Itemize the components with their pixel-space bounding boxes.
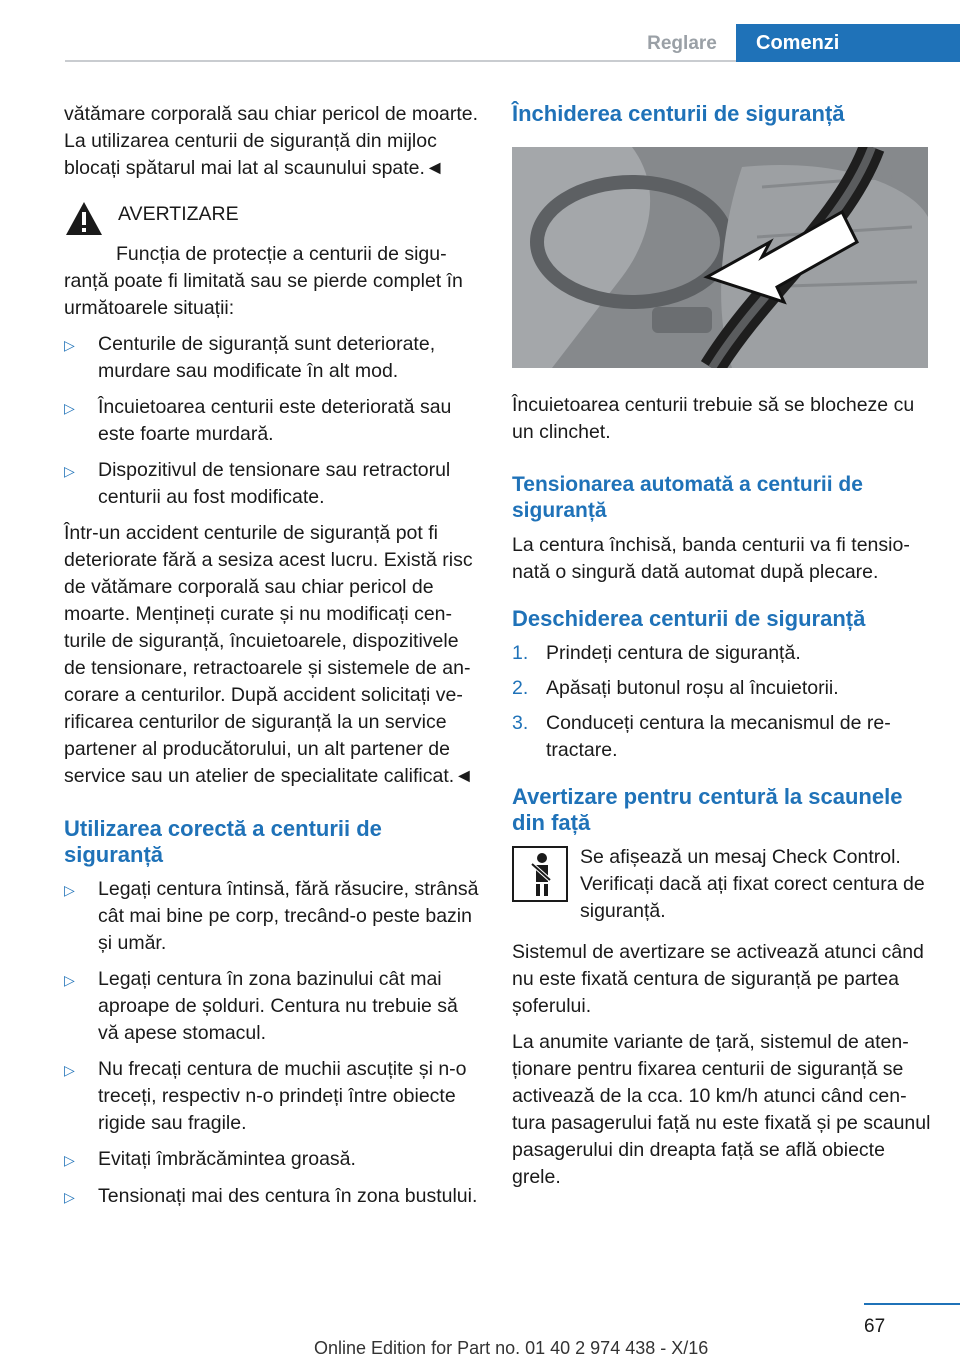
list-item-text: Dispozitivul de tensionare sau retractorul centurii au fost modificate. bbox=[98, 459, 451, 508]
tab-comenzi[interactable]: Comenzi bbox=[736, 24, 960, 62]
list-item bbox=[64, 1056, 480, 1137]
heading-correct-usage: Utilizarea corectă a centurii de siguranță bbox=[64, 816, 382, 867]
bullet-triangle-icon: ▷ bbox=[64, 400, 75, 416]
step-number: 2. bbox=[512, 677, 529, 699]
list-item-text: Nu frecați centura de muchii ascuțite și n-o treceți, respectiv n-o prindeți între obiecte rigide sau fragile. bbox=[98, 1058, 467, 1134]
warning-list bbox=[64, 331, 480, 511]
bullet-triangle-icon: ▷ bbox=[64, 1062, 75, 1078]
accident-paragraph: Într-un accident centurile de siguranță pot fi deteriorate fără a sesiza acest lucru. Există risc de vătămare corporală sau chiar pericol de moarte. Mențineți curate și nu modificați centurile de siguranță, încuietoarele, dispozitivele de tensionare, retractoarele și sistemele de ancorare a centurilor. După accident solicitați verificarea centurilor de siguranță la un service partener al producătorului, un alt partener de service sau un atelier de specialitate calificat.◄ bbox=[64, 522, 474, 787]
check-control-block bbox=[512, 844, 932, 925]
bullet-triangle-icon: ▷ bbox=[64, 463, 75, 479]
bullet-triangle-icon: ▷ bbox=[64, 1152, 75, 1168]
step-number: 3. bbox=[512, 712, 529, 734]
bullet-triangle-icon: ▷ bbox=[64, 337, 75, 353]
system-paragraph: Sistemul de avertizare se activează atunci când nu este fixată centura de siguranță pe partea șoferului. bbox=[512, 941, 924, 1017]
list-item bbox=[64, 876, 480, 957]
tab-reglare[interactable]: Reglare bbox=[647, 33, 717, 54]
list-item-text: Legați centura întinsă, fără răsucire, strânsă cât mai bine pe corp, trecând-o peste bazin și umăr. bbox=[98, 878, 479, 954]
footer-rule bbox=[864, 1303, 960, 1305]
warning-triangle-icon bbox=[64, 199, 104, 239]
list-item bbox=[512, 710, 932, 764]
heading-front-seat-warning: Avertizare pentru centură la scaunele din față bbox=[512, 784, 903, 835]
step-text: Apăsați butonul roșu al încuietorii. bbox=[546, 677, 839, 699]
check-control-text: Se afișează un mesaj Check Control. Verificați dacă ați fixat corect centura de siguranță. bbox=[580, 846, 925, 922]
list-item-text: Încuietoarea centurii este deteriorată sau este foarte murdară. bbox=[98, 396, 452, 445]
bullet-triangle-icon: ▷ bbox=[64, 1189, 75, 1205]
heading-opening-belt: Deschiderea centurii de siguranță bbox=[512, 606, 866, 631]
warning-text: Funcția de protecție a centurii de siguranță poate fi limitată sau se pierde complet în următoarele situații: bbox=[64, 243, 463, 319]
intro-paragraph: vătămare corporală sau chiar pericol de moarte. La utilizarea centurii de siguranță din mijloc blocați spătarul mai lat al scaunului spate.◄ bbox=[64, 103, 479, 179]
list-item bbox=[512, 640, 932, 667]
list-item bbox=[64, 331, 480, 385]
closing-text: Încuietoarea centurii trebuie să se blocheze cu un clinchet. bbox=[512, 394, 915, 443]
list-item-text: Tensionați mai des centura în zona bustului. bbox=[98, 1185, 478, 1207]
seatbelt-buckle-illustration bbox=[512, 147, 928, 368]
step-text: Conduceți centura la mecanismul de retractare. bbox=[546, 712, 891, 761]
left-column bbox=[64, 101, 480, 1220]
country-paragraph: La anumite variante de țară, sistemul de atenționare pentru fixarea centurii de siguranță se activează de la cca. 10 km/h atunci când centura pasagerului față nu este fixată și pe scaunul pasagerului din dreapta față se află obiecte grele. bbox=[512, 1031, 931, 1188]
tension-text: La centura închisă, banda centurii va fi tensionată o singură dată automat după plecare. bbox=[512, 534, 910, 583]
list-item-text: Legați centura în zona bazinului cât mai aproape de șolduri. Centura nu trebuie să vă apese stomacul. bbox=[98, 968, 458, 1044]
warning-title: AVERTIZARE bbox=[118, 203, 239, 225]
heading-auto-tension: Tensionarea automată a centurii de siguranță bbox=[512, 473, 863, 522]
list-item bbox=[64, 1146, 480, 1174]
list-item bbox=[64, 1183, 480, 1211]
usage-list bbox=[64, 876, 480, 1211]
bullet-triangle-icon: ▷ bbox=[64, 972, 75, 988]
list-item-text: Centurile de siguranță sunt deteriorate, murdare sau modificate în alt mod. bbox=[98, 333, 436, 382]
bullet-triangle-icon: ▷ bbox=[64, 882, 75, 898]
right-column bbox=[512, 101, 932, 1200]
list-item bbox=[512, 675, 932, 702]
seatbelt-warning-icon bbox=[512, 846, 568, 902]
footer-edition: Online Edition for Part no. 01 40 2 974 438 - X/16 bbox=[314, 1338, 709, 1358]
step-number: 1. bbox=[512, 642, 529, 664]
list-item bbox=[64, 457, 480, 511]
step-text: Prindeți centura de siguranță. bbox=[546, 642, 801, 664]
heading-closing-belt: Închiderea centurii de siguranță bbox=[512, 101, 845, 126]
list-item bbox=[64, 394, 480, 448]
list-item-text: Evitați îmbrăcămintea groasă. bbox=[98, 1148, 356, 1170]
page-number: 67 bbox=[864, 1316, 886, 1337]
warning-block bbox=[64, 193, 480, 239]
list-item bbox=[64, 966, 480, 1047]
opening-steps bbox=[512, 640, 932, 764]
